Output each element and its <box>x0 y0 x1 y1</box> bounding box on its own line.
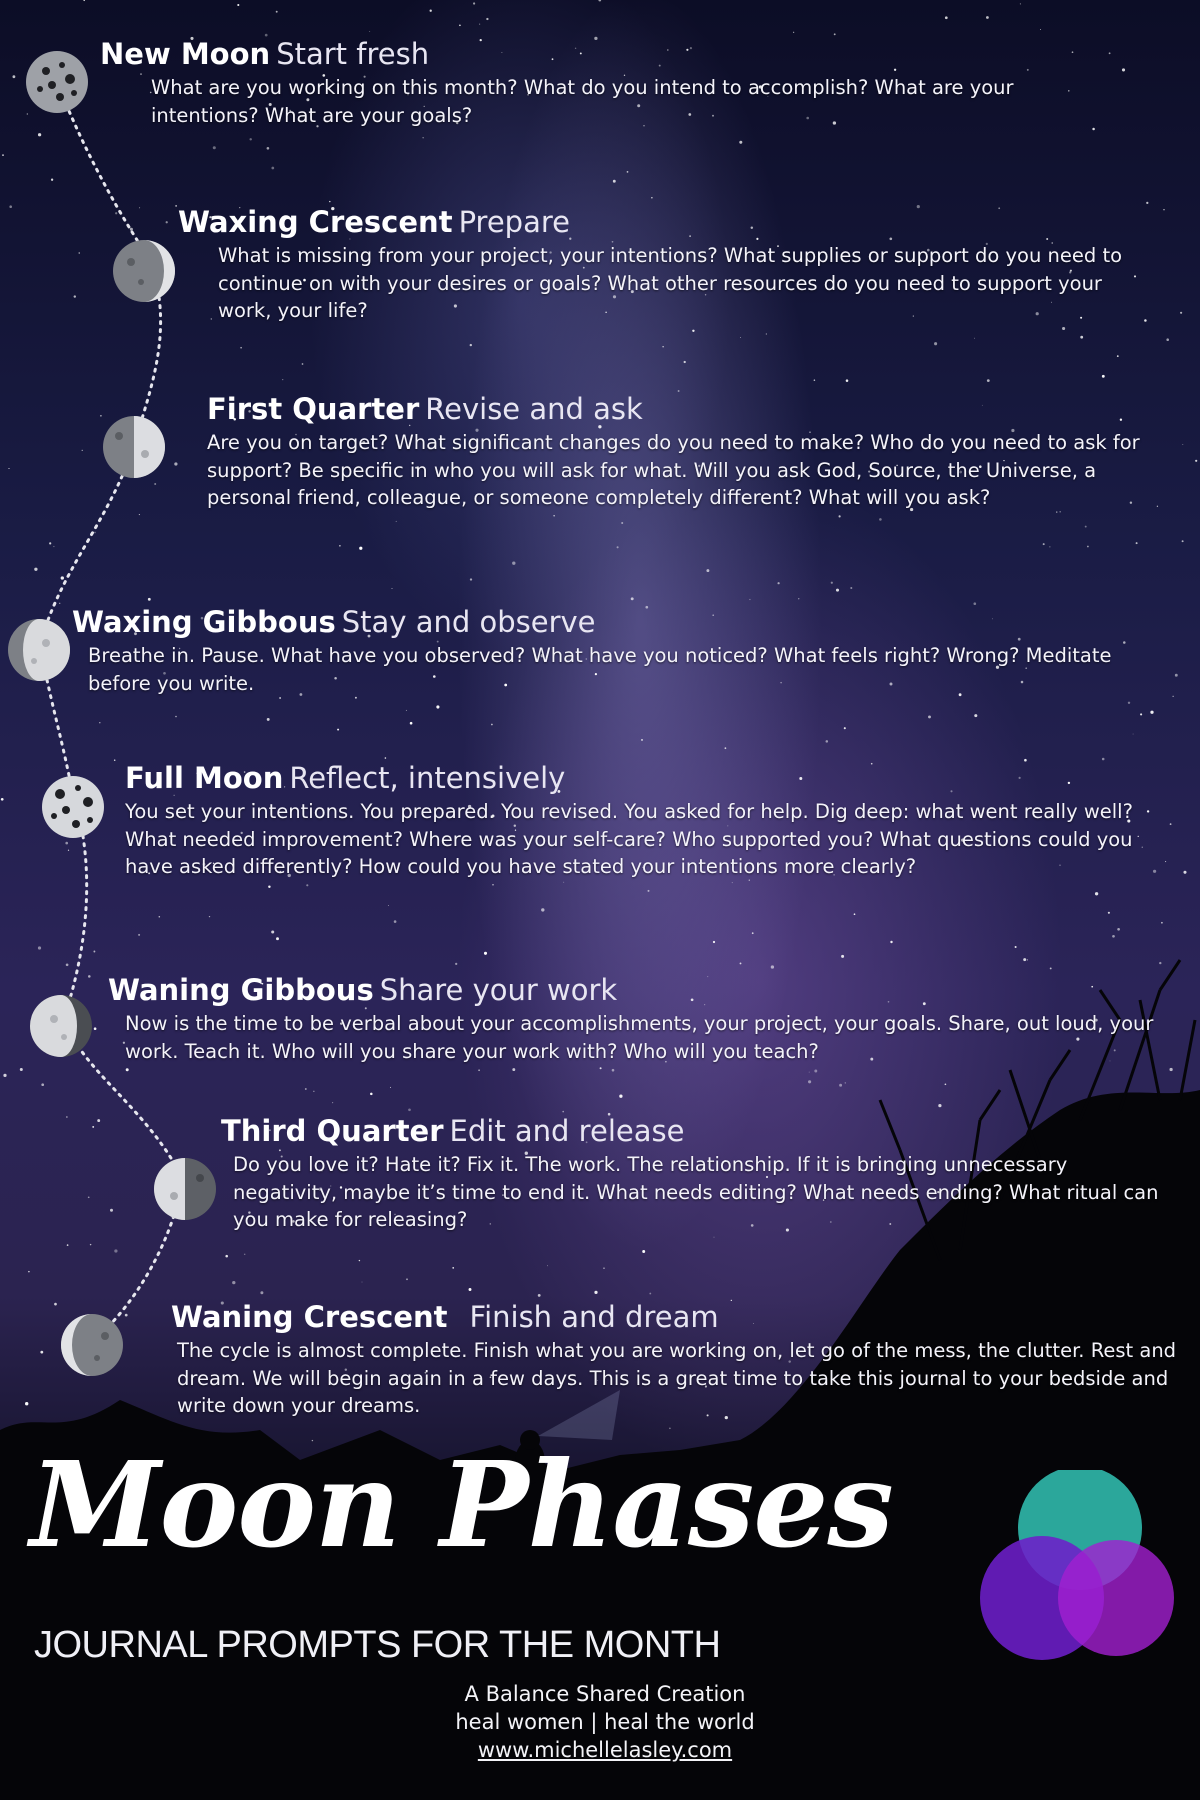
phase-prompt: The cycle is almost complete. Finish what you are working on, let go of the mess, the clutter. Rest and dream. We will begin again in a few days. This is a great time to take this journal to your bedside and write down your dreams. <box>177 1339 1177 1417</box>
phase-subtitle: Share your work <box>379 973 618 1007</box>
phase-full-moon <box>125 760 1165 881</box>
journal-prompts-subtitle: JOURNAL PROMPTS FOR THE MONTH <box>34 1624 721 1666</box>
phase-title <box>178 204 1143 240</box>
phase-waxing-gibbous <box>72 604 1132 697</box>
phase-prompt: Breathe in. Pause. What have you observed? What have you noticed? What feels right? Wrong? Meditate before you write. <box>88 644 1112 695</box>
phase-waning-gibbous <box>108 972 1158 1065</box>
full-moon-icon <box>40 774 106 840</box>
waxing-crescent-icon <box>111 238 177 304</box>
phase-prompt: Now is the time to be verbal about your accomplishments, your project, your goals. Share, out loud, your work. Teach it. Who will you share your work with? Who will you teach? <box>125 1012 1154 1063</box>
phase-prompt: What are you working on this month? What do you intend to accomplish? What are your intentions? What are your goals? <box>151 76 1014 127</box>
phase-subtitle: Stay and observe <box>341 605 596 639</box>
first-quarter-icon <box>101 414 167 480</box>
waning-gibbous-icon <box>28 993 94 1059</box>
phase-prompt: What is missing from your project, your intentions? What supplies or support do you need to continue on with your desires or goals? What other resources do you need to support your work, your life? <box>218 244 1123 322</box>
phase-name: Waning Gibbous <box>108 973 374 1007</box>
phase-title <box>125 760 1165 796</box>
phase-first-quarter <box>207 391 1167 512</box>
phase-subtitle: Start fresh <box>276 37 430 71</box>
phase-prompt: You set your intentions. You prepared. You revised. You asked for help. Dig deep: what went really well? What needed improvement? Where was your self-care? Who supported you? What questions could you have asked differently? How could you have stated your intentions more clearly? <box>125 800 1133 878</box>
phase-name: Waxing Gibbous <box>72 605 336 639</box>
balance-shared-logo-icon <box>980 1470 1180 1670</box>
phase-title <box>221 1113 1171 1149</box>
website-link[interactable]: www.michellelasley.com <box>477 1738 733 1762</box>
phase-subtitle: Prepare <box>458 205 570 239</box>
phase-subtitle: Reflect, intensively <box>289 761 566 795</box>
credit-line: A Balance Shared Creation <box>464 1682 746 1706</box>
credits <box>390 1680 820 1764</box>
phase-waning-crescent <box>171 1299 1181 1420</box>
phase-title <box>171 1299 1181 1335</box>
phase-name: Waxing Crescent <box>178 205 453 239</box>
phase-subtitle: Finish and dream <box>469 1300 719 1334</box>
phase-name: First Quarter <box>207 392 420 426</box>
phase-name: Full Moon <box>125 761 284 795</box>
logo-magenta-circle <box>1058 1540 1174 1656</box>
phase-title <box>100 36 1120 72</box>
phase-name: Waning Crescent <box>171 1300 448 1334</box>
tagline: heal women | heal the world <box>455 1710 755 1734</box>
phase-title <box>108 972 1158 1008</box>
waxing-gibbous-icon <box>6 617 72 683</box>
phase-name: New Moon <box>100 37 271 71</box>
phase-third-quarter <box>221 1113 1171 1234</box>
phase-new-moon <box>100 36 1120 129</box>
phase-subtitle: Edit and release <box>449 1114 685 1148</box>
waning-crescent-icon <box>59 1312 125 1378</box>
phase-title <box>72 604 1132 640</box>
phase-subtitle: Revise and ask <box>425 392 643 426</box>
moon-phases-title: Moon Phases <box>30 1435 893 1574</box>
phase-name: Third Quarter <box>221 1114 444 1148</box>
phase-title <box>207 391 1167 427</box>
third-quarter-icon <box>152 1156 218 1222</box>
new-moon-icon <box>24 49 90 115</box>
phase-waxing-crescent <box>178 204 1143 325</box>
phase-prompt: Are you on target? What significant changes do you need to make? Who do you need to ask for support? Be specific in who you will ask for what. Will you ask God, Source, the Universe, a personal friend, colleague, or someone completely different? What will you ask? <box>207 431 1140 509</box>
phase-prompt: Do you love it? Hate it? Fix it. The work. The relationship. If it is bringing unnecessary negativity, maybe it’s time to end it. What needs editing? What needs ending? What ritual can you make for releasing? <box>233 1153 1159 1231</box>
